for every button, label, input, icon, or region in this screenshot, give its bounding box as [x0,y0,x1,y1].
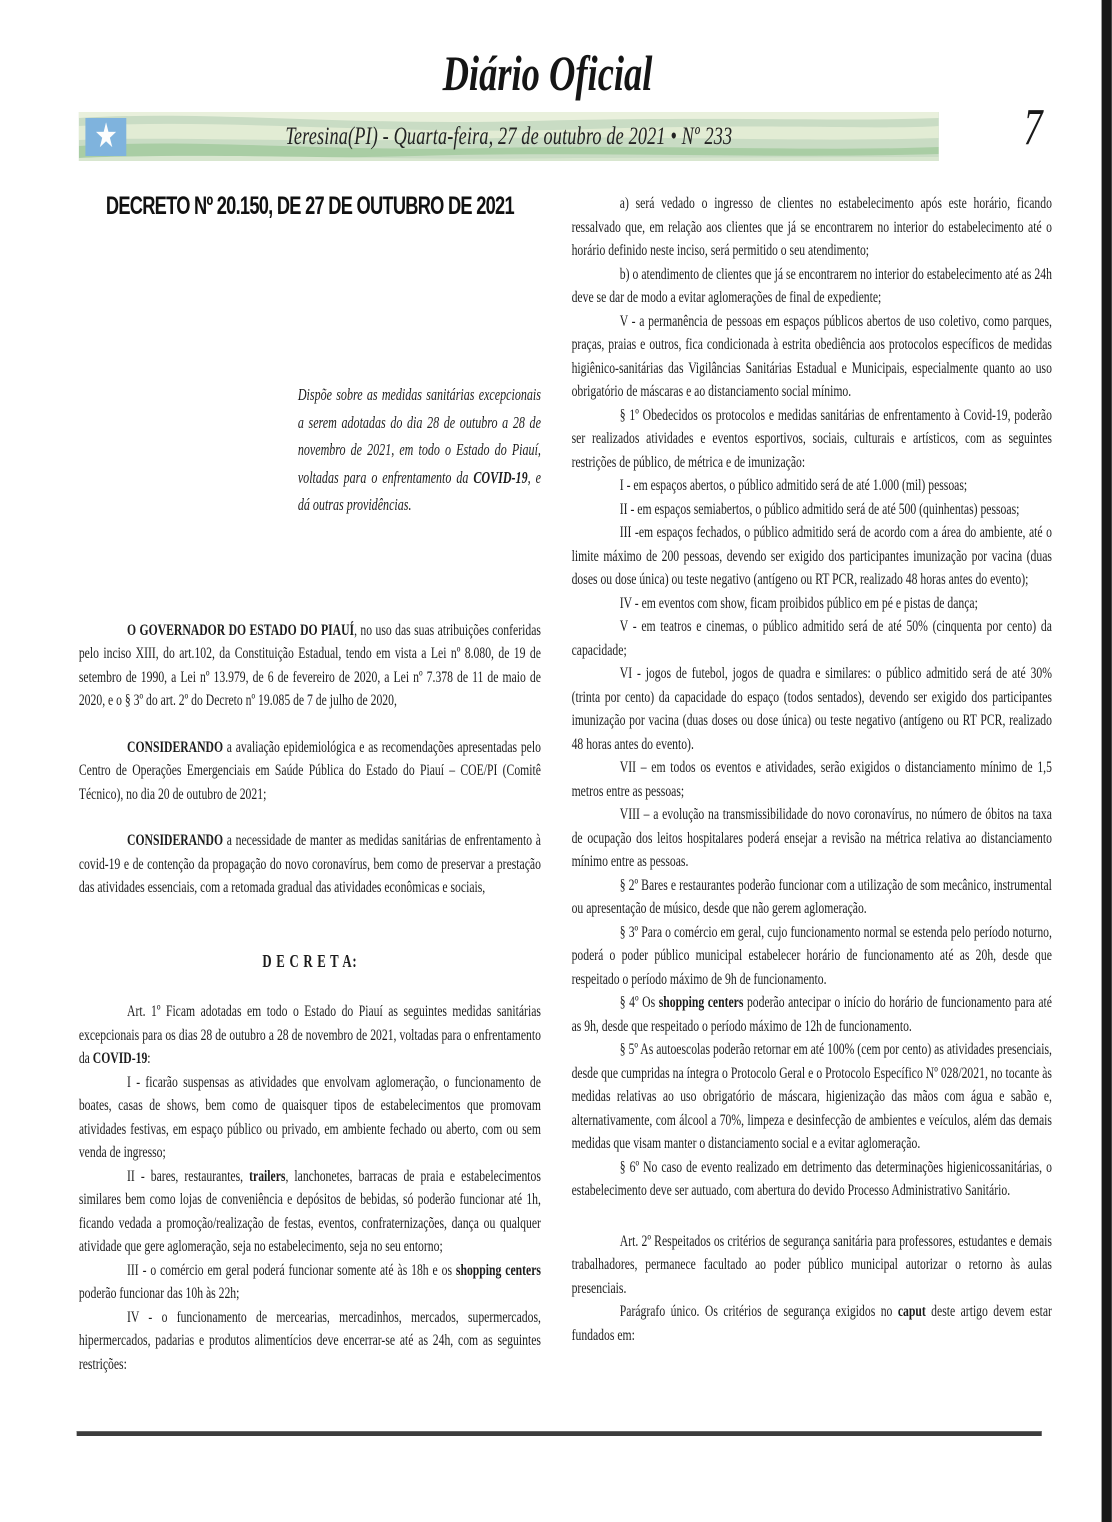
text: : [147,1050,151,1067]
piaui-flag-icon [85,118,126,156]
header-banner [79,112,939,161]
decree-title: DECRETO Nº 20.150, DE 27 DE OUTUBRO DE 2021 [105,192,514,220]
flag-star-icon: ★ [94,118,118,155]
text: IV - o funcionamento de mercearias, mercadinhos, mercados, supermercados, hipermercados, padarias e produtos alimentícios deve encerrar-se até as 24h, com as seguintes restrições: [78,1308,541,1373]
bold-text: caput [897,1303,926,1320]
paragraph [79,1071,541,1165]
paragraph [79,829,541,900]
text: V - em teatros e cinemas, o público admitido será de até 50% (cinquenta por cento) da capacidade; [571,618,1052,659]
paragraph [572,991,1052,1038]
text: V - a permanência de pessoas em espaços públicos abertos de uso coletivo, como parques, praças, praias e outros, fica condicionada à estrita obediência aos protocolos específicos de medidas higiênico-sanitárias das Vigilâncias Sanitárias Estadual e Municipais, especialmente quanto ao uso obrigatório de máscaras e ao distanciamento social mínimo. [571,312,1052,400]
bold-text: shopping centers [455,1261,541,1279]
paragraph [572,1038,1052,1156]
paragraph [79,1259,541,1306]
text: a avaliação epidemiológica e as recomendações apresentadas pelo Centro de Operações Emergenciais em Saúde Pública do Estado do Piauí – COE/PI (Comitê Técnico), no dia 20 de outubro de 2021; [78,738,541,803]
text: Dispõe sobre as medidas sanitárias excepcionais a serem adotadas do dia 28 de outubro a 28 de novembro de 2021, em todo o Estado do Piauí, voltadas para o enfrentamento da [297,385,541,487]
text: § 4º Os [619,994,659,1011]
text: D E C R E T A: [262,950,358,971]
paragraph [572,474,1052,498]
text: § 5º As autoescolas poderão retornar em até 100% (cem por cento) as atividades presenciais, desde que cumpridas na íntegra o Protocolo Geral e o Protocolo Específico Nº 028/2021, no tocante às medidas relativas ao uso obrigatório de máscara, higienização das mãos com água e sabão e, alternativamente, com álcool a 70%, limpeza e desinfecção de ambientes e veículos, além das demais medidas que visam manter o distanciamento social e a evitar aglomeração. [571,1041,1052,1152]
text: § 2º Bares e restaurantes poderão funcionar com a utilização de som mecânico, instrumental ou apresentação de músico, desde que não gerem aglomeração. [571,876,1052,917]
paragraph [79,1306,541,1377]
paragraph [572,662,1052,756]
scan-edge-artifact [1102,0,1112,1522]
paragraph [572,192,1052,263]
text: a) será vedado o ingresso de clientes no estabelecimento após este horário, ficando ressalvado que, em relação aos clientes que já se encontrarem no interior do estabelecimento até o horário definido neste inciso, será permitido o seu atendimento; [571,195,1052,259]
paragraph [572,1300,1052,1347]
paragraph [572,921,1052,992]
masthead-title: Diário Oficial [442,45,653,101]
paragraph [79,1165,541,1259]
paragraph [572,874,1052,921]
footer-rule [77,1431,1042,1436]
text: VII – em todos os eventos e atividades, serão exigidos o distanciamento mínimo de 1,5 metros entre as pessoas; [571,759,1052,800]
text: § 3º Para o comércio em geral, cujo funcionamento normal se estenda pelo período noturno, poderá o poder público municipal estabelecer horário de funcionamento até as 20h, desde que respeitado o período máximo de 9h de funcionamento. [571,923,1052,988]
bold-text: O GOVERNADOR DO ESTADO DO PIAUÍ [127,621,355,639]
paragraph [572,310,1052,404]
paragraph [572,615,1052,662]
text: Art. 2º Respeitados os critérios de segurança sanitária para professores, estudantes e demais trabalhadores, permanece facultado ao poder público municipal autorizar o retorno às aulas presenciais. [571,1232,1052,1297]
paragraph [572,521,1052,592]
text: , lanchonetes, barracas de praia e estabelecimentos similares bem como lojas de conveniência e depósitos de bebidas, só poderão funcionar até 1h, ficando vedada a promoção/realização de festas, eventos, confraternizações, dança ou qualquer atividade que gere aglomeração, seja no estabelecimento, seja no seu entorno; [78,1167,541,1255]
text: II - bares, restaurantes, [127,1167,250,1185]
text: Parágrafo único. Os critérios de segurança exigidos no [619,1303,898,1320]
paragraph [572,1156,1052,1203]
text: § 6º No caso de evento realizado em detrimento das determinações higienicossanitárias, o estabelecimento deve ser autuado, com abertura do devido Processo Administrativo Sanitário. [571,1158,1052,1199]
text: III -em espaços fechados, o público admitido será de acordo com a área do ambiente, até o limite máximo de 200 pessoas, devendo ser exigido dos participantes imunização por vacina (duas doses ou dose única) ou teste negativo (antígeno ou RT PCR, realizado 48 horas antes do evento); [571,524,1052,588]
bold-text: trailers [249,1167,286,1185]
decree-summary [298,381,541,519]
text: II - em espaços semiabertos, o público admitido será de até 500 (quinhentas) pessoas; [619,500,1020,518]
text: III - o comércio em geral poderá funcionar somente até às 18h e os [127,1261,456,1279]
edition-info: Teresina(PI) - Quarta-feira, 27 de outubro de 2021 • Nº 233 [285,122,733,150]
bold-text: CONSIDERANDO [127,738,224,756]
section-heading [79,950,541,974]
paragraph [572,404,1052,475]
paragraph [572,803,1052,874]
paragraph [572,263,1052,310]
bold-text: COVID-19 [473,467,528,487]
text: poderão funcionar das 10h às 22h; [78,1285,240,1302]
text: VIII – a evolução na transmissibilidade do novo coronavírus, no número de óbitos na taxa de ocupação dos leitos hospitalares poderá ensejar a revisão na métrica relativa ao distanciamento mínimo entre as pessoas. [571,806,1052,870]
right-column [572,192,1052,1376]
left-column-paragraphs [79,619,541,1377]
right-column-paragraphs [572,192,1052,1347]
text: I - ficarão suspensas as atividades que envolvam aglomeração, o funcionamento de boates, casas de shows, bem como de quaisquer tipos de estabelecimentos que promovam atividades festivas, em espaço público ou privado, em ambiente fechado ou aberto, com ou sem venda de ingresso; [78,1073,541,1161]
left-column [79,192,541,1376]
text: Art. 1º Ficam adotadas em todo o Estado do Piauí as seguintes medidas sanitárias excepcionais para os dias 28 de outubro a 28 de novembro de 2021, voltadas para o enfrentamento da [78,1003,541,1067]
page-number: 7 [1023,99,1043,156]
text: a necessidade de manter as medidas sanitárias de enfrentamento à covid-19 e de contenção da propagação do novo coronavírus, bem como de preservar a prestação das atividades essenciais, com a retomada gradual das atividades econômicas e sociais, [78,832,541,896]
text: , e dá outras providências. [297,467,541,514]
bold-text: CONSIDERANDO [127,832,224,849]
bold-text: COVID-19 [92,1050,148,1067]
document-body [79,192,1052,1376]
text: , no uso das suas atribuições conferidas pelo inciso XIII, do art.102, da Constituição Estadual, tendo em vista a Lei nº 8.080, de 19 de setembro de 1990, a Lei nº 13.979, de 6 de fevereiro de 2020, a Lei nº 7.378 de 11 de maio de 2020, e o § 3º do art. 2º do Decreto nº 19.085 de 7 de julho de 2020, [78,621,541,709]
text: VI - jogos de futebol, jogos de quadra e similares: o público admitido será de até 30% (trinta por cento) da capacidade do espaço (todos sentados), devendo ser exigido dos participantes imunização por vacina (duas doses ou dose única) ou teste negativo (antígeno ou RT PCR, realizado 48 horas antes do evento). [571,665,1052,753]
text: b) o atendimento de clientes que já se encontrarem no interior do estabelecimento até as 24h deve se dar de modo a evitar aglomerações de final de expediente; [571,265,1052,306]
text: I - em espaços abertos, o público admitido será de até 1.000 (mil) pessoas; [619,477,968,494]
bold-text: shopping centers [658,994,744,1011]
paragraph [79,619,541,713]
text: IV - em eventos com show, ficam proibidos público em pé e pistas de dança; [619,594,978,612]
paragraph [572,498,1052,522]
paragraph [572,592,1052,616]
text: deste artigo devem estar fundados em: [571,1303,1052,1344]
paragraph [79,736,541,807]
paragraph [79,1000,541,1071]
text: poderão antecipar o início do horário de funcionamento para até as 9h, desde que respeitado o período máximo de 12h de funcionamento. [571,994,1052,1035]
paragraph [572,756,1052,803]
paragraph [572,1230,1052,1301]
text: § 1º Obedecidos os protocolos e medidas sanitárias de enfrentamento à Covid-19, poderão ser realizados atividades e eventos esportivos, sociais, culturais e artísticos, com as seguintes restrições de público, de métrica e de imunização: [571,406,1052,471]
